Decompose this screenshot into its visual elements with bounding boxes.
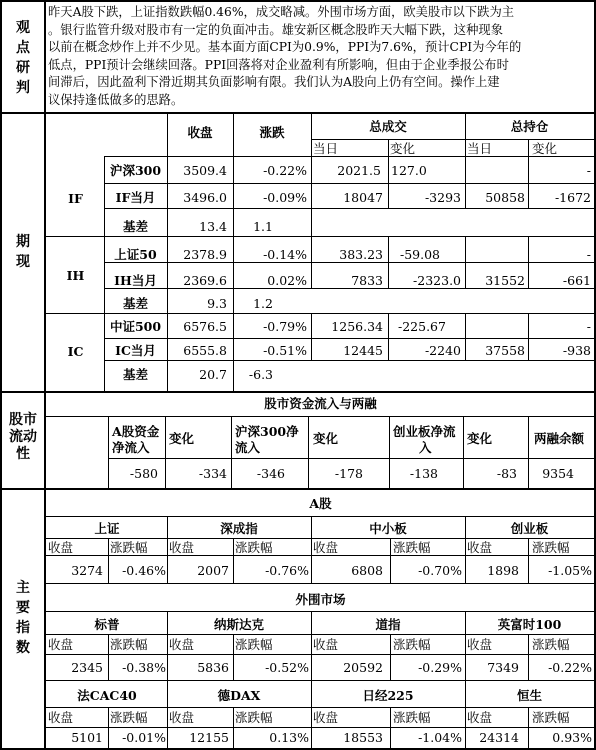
label-close: 收盘 xyxy=(313,710,339,725)
index-name: 德DAX xyxy=(217,688,261,703)
row-oi-change: -1672 xyxy=(554,190,591,205)
row-change: 1.1 xyxy=(253,219,273,234)
row-close: 3496.0 xyxy=(183,190,227,205)
row-close: 6576.5 xyxy=(183,319,227,334)
index-pct: -0.29% xyxy=(418,660,462,675)
header-volume: 总成交 xyxy=(369,119,407,134)
index-pct: -1.05% xyxy=(548,563,592,578)
index-close: 1898 xyxy=(487,563,519,578)
liq-h5a: 创业板净流 xyxy=(393,424,456,439)
row-change: -0.14% xyxy=(263,247,307,262)
index-name: 恒生 xyxy=(516,688,542,703)
label-pct: 涨跌幅 xyxy=(110,710,148,725)
row-close: 3509.4 xyxy=(183,163,227,178)
liq-value: 9354 xyxy=(542,466,574,481)
section-label-indices xyxy=(4,578,42,658)
index-pct: 0.13% xyxy=(269,730,309,745)
row-label: 中证500 xyxy=(109,319,162,334)
viewpoint-text xyxy=(48,4,594,109)
row-label: IC当月 xyxy=(115,343,156,358)
a-share-title: A股 xyxy=(309,496,332,511)
indices-char: 主 xyxy=(16,580,30,596)
index-pct: -0.46% xyxy=(122,563,166,578)
liq-value: -178 xyxy=(334,466,363,481)
row-change: -0.51% xyxy=(263,343,307,358)
section-label-futures xyxy=(4,232,42,272)
futures-char: 期 xyxy=(16,234,30,250)
liq-value: -334 xyxy=(198,466,227,481)
index-name: 标普 xyxy=(94,617,120,632)
row-label: IH当月 xyxy=(114,273,157,288)
viewpoint-char: 判 xyxy=(16,80,30,96)
row-close: 2378.9 xyxy=(183,247,227,262)
liq-h3a: 沪深300净 xyxy=(235,424,299,439)
indices-char: 指 xyxy=(16,620,30,636)
liq-header-4: 变化 xyxy=(313,431,339,446)
index-close: 2007 xyxy=(197,563,229,578)
row-label: 上证50 xyxy=(114,247,157,262)
label-close: 收盘 xyxy=(48,637,74,652)
index-pct: -0.52% xyxy=(265,660,309,675)
index-name: 深成指 xyxy=(220,521,258,536)
index-close: 3274 xyxy=(71,563,103,578)
row-volume-change: 127.0 xyxy=(391,163,427,178)
row-volume: 383.23 xyxy=(339,247,383,262)
label-pct: 涨跌幅 xyxy=(393,637,431,652)
liquidity-title: 股市资金流入与两融 xyxy=(264,396,377,411)
liq-value: -346 xyxy=(256,466,285,481)
row-change: 1.2 xyxy=(253,296,273,311)
row-close: 6555.8 xyxy=(183,343,227,358)
section-label-viewpoint xyxy=(4,18,42,98)
header-volume-day: 当日 xyxy=(313,141,339,156)
viewpoint-char: 点 xyxy=(16,40,30,56)
index-close: 6808 xyxy=(351,563,383,578)
index-name: 纳斯达克 xyxy=(213,617,264,632)
liq-h1a: A股资金 xyxy=(112,424,160,439)
label-close: 收盘 xyxy=(169,710,195,725)
label-pct: 涨跌幅 xyxy=(110,540,148,555)
header-change: 涨跌 xyxy=(259,125,285,140)
header-close: 收盘 xyxy=(187,125,213,140)
index-close: 20592 xyxy=(343,660,383,675)
row-close: 2369.6 xyxy=(183,273,227,288)
index-pct: -0.22% xyxy=(548,660,592,675)
row-volume-change: -2323.0 xyxy=(413,273,461,288)
index-pct: -0.38% xyxy=(122,660,166,675)
index-pct: -0.76% xyxy=(265,563,309,578)
liquidity-char: 股市 xyxy=(9,412,37,428)
liq-value: -580 xyxy=(129,466,158,481)
index-name: 英富时100 xyxy=(497,617,562,632)
row-oi: 50858 xyxy=(485,190,525,205)
label-pct: 涨跌幅 xyxy=(393,540,431,555)
label-close: 收盘 xyxy=(48,540,74,555)
label-pct: 涨跌幅 xyxy=(532,710,570,725)
row-oi-change: - xyxy=(586,163,591,178)
label-close: 收盘 xyxy=(313,540,339,555)
index-close: 5836 xyxy=(197,660,229,675)
row-label: IF当月 xyxy=(115,190,156,205)
liquidity-char: 性 xyxy=(16,446,30,462)
viewpoint-char: 观 xyxy=(16,20,30,36)
label-close: 收盘 xyxy=(313,637,339,652)
row-volume: 7833 xyxy=(351,273,383,288)
index-pct: -0.70% xyxy=(418,563,462,578)
index-close: 2345 xyxy=(71,660,103,675)
label-close: 收盘 xyxy=(169,637,195,652)
row-volume: 18047 xyxy=(343,190,383,205)
row-change: -0.09% xyxy=(263,190,307,205)
index-close: 12155 xyxy=(189,730,229,745)
row-close: 20.7 xyxy=(199,367,227,382)
header-oi-delta: 变化 xyxy=(532,141,558,156)
index-close: 7349 xyxy=(487,660,519,675)
row-volume-change: -225.67 xyxy=(398,319,446,334)
viewpoint-line: 议保持逢低做多的思路。 xyxy=(48,92,184,107)
row-close: 9.3 xyxy=(207,296,227,311)
row-volume-change: -59.08 xyxy=(400,247,441,262)
row-change: -6.3 xyxy=(248,367,273,382)
liq-header-2: 变化 xyxy=(169,431,195,446)
label-pct: 涨跌幅 xyxy=(235,540,273,555)
viewpoint-line: 低点，PPI预计会继续回落。PPI回落将对企业盈利有所影响，但由于企业季报公布时 xyxy=(48,57,509,72)
index-name: 中小板 xyxy=(369,521,407,536)
viewpoint-line: 间滞后，因此盈利下滑近期其负面影响有限。我们认为A股向上仍有空间。操作上建 xyxy=(48,75,500,89)
ext-title: 外围市场 xyxy=(295,592,346,607)
group-ic: IC xyxy=(67,344,84,359)
group-if: IF xyxy=(68,191,83,206)
liq-h1b: 净流入 xyxy=(112,440,150,455)
label-close: 收盘 xyxy=(467,540,493,555)
liq-h5b: 入 xyxy=(419,440,432,455)
indices-char: 要 xyxy=(16,600,30,616)
label-pct: 涨跌幅 xyxy=(235,710,273,725)
row-volume-change: -3293 xyxy=(424,190,461,205)
liq-h3b: 流入 xyxy=(235,440,261,455)
row-oi: 37558 xyxy=(485,343,525,358)
label-close: 收盘 xyxy=(48,710,74,725)
group-ih: IH xyxy=(66,268,85,283)
indices-char: 数 xyxy=(16,640,30,656)
row-close: 13.4 xyxy=(199,219,227,234)
label-pct: 涨跌幅 xyxy=(532,637,570,652)
row-volume: 2021.5 xyxy=(337,163,381,178)
liq-header-3 xyxy=(235,424,299,456)
row-label: 沪深300 xyxy=(109,163,162,178)
futures-char: 现 xyxy=(16,254,30,270)
section-label-liquidity xyxy=(4,412,42,463)
label-pct: 涨跌幅 xyxy=(110,637,148,652)
row-label: 基差 xyxy=(122,367,148,382)
liq-value: -83 xyxy=(496,466,517,481)
row-volume-change: -2240 xyxy=(424,343,461,358)
row-volume: 1256.34 xyxy=(331,319,383,334)
header-volume-delta: 变化 xyxy=(390,141,416,156)
index-name: 道指 xyxy=(375,617,401,632)
row-change: -0.79% xyxy=(263,319,307,334)
liq-header-5 xyxy=(393,424,456,456)
row-volume: 12445 xyxy=(343,343,383,358)
liq-header-6: 变化 xyxy=(467,431,493,446)
row-oi-change: -661 xyxy=(562,273,591,288)
index-name: 日经225 xyxy=(362,688,414,703)
label-pct: 涨跌幅 xyxy=(393,710,431,725)
index-name: 法CAC40 xyxy=(77,688,137,703)
index-pct: -0.01% xyxy=(122,730,166,745)
index-pct: -1.04% xyxy=(418,730,462,745)
row-change: -0.22% xyxy=(263,163,307,178)
label-pct: 涨跌幅 xyxy=(235,637,273,652)
index-close: 24314 xyxy=(479,730,519,745)
row-oi: 31552 xyxy=(485,273,525,288)
row-oi-change: - xyxy=(586,319,591,334)
header-oi: 总持仓 xyxy=(510,119,549,134)
viewpoint-line: 昨天A股下跌，上证指数跌幅0.46%，成交略减。外围市场方面，欧美股市以下跌为主 xyxy=(48,5,515,19)
row-oi-change: - xyxy=(586,247,591,262)
row-change: 0.02% xyxy=(267,273,307,288)
label-close: 收盘 xyxy=(467,710,493,725)
viewpoint-line: 。银行监管升级对股市有一定的负面冲击。雄安新区概念股昨天大幅下跌，这种现象 xyxy=(48,22,503,37)
label-close: 收盘 xyxy=(169,540,195,555)
index-name: 上证 xyxy=(94,521,120,536)
index-close: 5101 xyxy=(71,730,103,745)
index-close: 18553 xyxy=(343,730,383,745)
viewpoint-line: 以前在概念炒作上并不少见。基本面方面CPI为0.9%，PPI为7.6%，预计CPI为今年的 xyxy=(48,40,522,54)
liquidity-char: 流动 xyxy=(9,429,37,445)
label-close: 收盘 xyxy=(467,637,493,652)
index-name: 创业板 xyxy=(510,521,549,536)
liq-header-1 xyxy=(112,424,159,456)
row-label: 基差 xyxy=(122,296,148,311)
row-label: 基差 xyxy=(122,219,148,234)
viewpoint-char: 研 xyxy=(16,60,30,76)
row-oi-change: -938 xyxy=(562,343,591,358)
header-oi-day: 当日 xyxy=(467,141,493,156)
label-pct: 涨跌幅 xyxy=(532,540,570,555)
index-pct: 0.93% xyxy=(552,730,592,745)
liq-value: -138 xyxy=(409,466,438,481)
liq-header-7: 两融余额 xyxy=(534,431,585,446)
